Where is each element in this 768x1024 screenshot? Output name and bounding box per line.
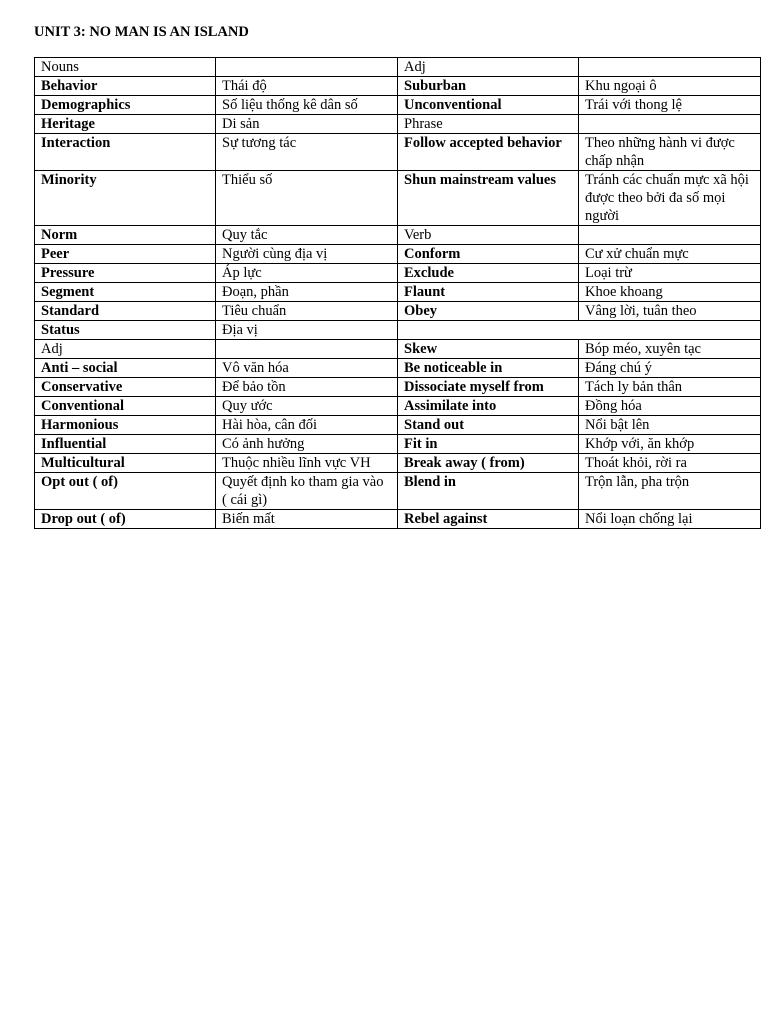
cell-english-term: Anti – social bbox=[35, 359, 216, 378]
cell-english-term: Minority bbox=[35, 171, 216, 226]
table-row bbox=[35, 171, 761, 226]
cell-english-term: Segment bbox=[35, 283, 216, 302]
cell-english-term: Standard bbox=[35, 302, 216, 321]
cell-vietnamese-meaning: Di sản bbox=[216, 115, 398, 134]
cell-vietnamese-meaning: Đoạn, phần bbox=[216, 283, 398, 302]
cell-vietnamese-meaning: Đồng hóa bbox=[579, 397, 761, 416]
cell-vietnamese-meaning: Để bảo tồn bbox=[216, 378, 398, 397]
cell-vietnamese-meaning: Bóp méo, xuyên tạc bbox=[579, 340, 761, 359]
cell-vietnamese-meaning: Trộn lẫn, pha trộn bbox=[579, 473, 761, 510]
cell-english-term: Suburban bbox=[398, 77, 579, 96]
cell-english-term: Status bbox=[35, 321, 216, 340]
vocabulary-table bbox=[34, 57, 761, 529]
table-row bbox=[35, 359, 761, 378]
cell-vietnamese-meaning bbox=[216, 58, 398, 77]
cell-vietnamese-meaning: Có ảnh hưởng bbox=[216, 435, 398, 454]
cell-vietnamese-meaning: Tiêu chuẩn bbox=[216, 302, 398, 321]
table-row bbox=[35, 340, 761, 359]
table-row bbox=[35, 245, 761, 264]
cell-vietnamese-meaning bbox=[579, 58, 761, 77]
cell-english-term: Stand out bbox=[398, 416, 579, 435]
table-row bbox=[35, 302, 761, 321]
cell-english-term: Conventional bbox=[35, 397, 216, 416]
cell-english-term: Behavior bbox=[35, 77, 216, 96]
cell-english-term: Unconventional bbox=[398, 96, 579, 115]
cell-english-term: Harmonious bbox=[35, 416, 216, 435]
cell-vietnamese-meaning: Vô văn hóa bbox=[216, 359, 398, 378]
cell-vietnamese-meaning: Áp lực bbox=[216, 264, 398, 283]
cell-vietnamese-meaning: Số liệu thống kê dân số bbox=[216, 96, 398, 115]
cell-english-term: Exclude bbox=[398, 264, 579, 283]
cell-vietnamese-meaning: Nổi bật lên bbox=[579, 416, 761, 435]
cell-english-term: Drop out ( of) bbox=[35, 510, 216, 529]
cell-vietnamese-meaning: Khớp với, ăn khớp bbox=[579, 435, 761, 454]
cell-english-term: Influential bbox=[35, 435, 216, 454]
table-row bbox=[35, 378, 761, 397]
cell-english-term: Shun mainstream values bbox=[398, 171, 579, 226]
cell-english-term: Obey bbox=[398, 302, 579, 321]
table-row bbox=[35, 510, 761, 529]
cell-english-term bbox=[398, 321, 761, 340]
table-row bbox=[35, 134, 761, 171]
table-row bbox=[35, 454, 761, 473]
cell-english-term: Adj bbox=[35, 340, 216, 359]
cell-english-term: Interaction bbox=[35, 134, 216, 171]
table-row bbox=[35, 397, 761, 416]
cell-vietnamese-meaning: Khu ngoại ô bbox=[579, 77, 761, 96]
cell-vietnamese-meaning bbox=[579, 115, 761, 134]
cell-english-term: Assimilate into bbox=[398, 397, 579, 416]
cell-english-term: Pressure bbox=[35, 264, 216, 283]
table-row bbox=[35, 416, 761, 435]
cell-english-term: Norm bbox=[35, 226, 216, 245]
cell-vietnamese-meaning: Cư xử chuẩn mực bbox=[579, 245, 761, 264]
cell-vietnamese-meaning bbox=[216, 340, 398, 359]
cell-vietnamese-meaning bbox=[579, 226, 761, 245]
cell-vietnamese-meaning: Loại trừ bbox=[579, 264, 761, 283]
cell-english-term: Rebel against bbox=[398, 510, 579, 529]
table-row bbox=[35, 321, 761, 340]
cell-english-term: Nouns bbox=[35, 58, 216, 77]
cell-vietnamese-meaning: Người cùng địa vị bbox=[216, 245, 398, 264]
cell-vietnamese-meaning: Biến mất bbox=[216, 510, 398, 529]
cell-english-term: Conform bbox=[398, 245, 579, 264]
cell-vietnamese-meaning: Quyết định ko tham gia vào ( cái gì) bbox=[216, 473, 398, 510]
table-row bbox=[35, 96, 761, 115]
cell-english-term: Peer bbox=[35, 245, 216, 264]
vocabulary-table-body bbox=[35, 58, 761, 529]
cell-vietnamese-meaning: Tránh các chuẩn mực xã hội được theo bởi đa số mọi người bbox=[579, 171, 761, 226]
table-row bbox=[35, 473, 761, 510]
cell-english-term: Adj bbox=[398, 58, 579, 77]
cell-english-term: Flaunt bbox=[398, 283, 579, 302]
table-row bbox=[35, 283, 761, 302]
cell-english-term: Be noticeable in bbox=[398, 359, 579, 378]
cell-vietnamese-meaning: Nổi loạn chống lại bbox=[579, 510, 761, 529]
cell-vietnamese-meaning: Sự tương tác bbox=[216, 134, 398, 171]
cell-vietnamese-meaning: Vâng lời, tuân theo bbox=[579, 302, 761, 321]
table-row bbox=[35, 264, 761, 283]
cell-vietnamese-meaning: Khoe khoang bbox=[579, 283, 761, 302]
cell-english-term: Phrase bbox=[398, 115, 579, 134]
cell-english-term: Break away ( from) bbox=[398, 454, 579, 473]
cell-vietnamese-meaning: Đáng chú ý bbox=[579, 359, 761, 378]
table-row bbox=[35, 58, 761, 77]
cell-vietnamese-meaning: Hài hòa, cân đối bbox=[216, 416, 398, 435]
table-row bbox=[35, 115, 761, 134]
cell-vietnamese-meaning: Địa vị bbox=[216, 321, 398, 340]
cell-english-term: Fit in bbox=[398, 435, 579, 454]
cell-english-term: Blend in bbox=[398, 473, 579, 510]
table-row bbox=[35, 77, 761, 96]
cell-vietnamese-meaning: Trái với thong lệ bbox=[579, 96, 761, 115]
page-title: UNIT 3: NO MAN IS AN ISLAND bbox=[34, 24, 249, 40]
cell-vietnamese-meaning: Thái độ bbox=[216, 77, 398, 96]
cell-vietnamese-meaning: Theo những hành vi được chấp nhận bbox=[579, 134, 761, 171]
cell-english-term: Heritage bbox=[35, 115, 216, 134]
cell-vietnamese-meaning: Tách ly bản thân bbox=[579, 378, 761, 397]
cell-vietnamese-meaning: Thoát khỏi, rời ra bbox=[579, 454, 761, 473]
cell-english-term: Skew bbox=[398, 340, 579, 359]
table-row bbox=[35, 226, 761, 245]
table-row bbox=[35, 435, 761, 454]
cell-english-term: Dissociate myself from bbox=[398, 378, 579, 397]
cell-vietnamese-meaning: Quy tắc bbox=[216, 226, 398, 245]
cell-english-term: Follow accepted behavior bbox=[398, 134, 579, 171]
cell-english-term: Conservative bbox=[35, 378, 216, 397]
cell-english-term: Verb bbox=[398, 226, 579, 245]
cell-english-term: Opt out ( of) bbox=[35, 473, 216, 510]
cell-vietnamese-meaning: Quy ước bbox=[216, 397, 398, 416]
cell-english-term: Demographics bbox=[35, 96, 216, 115]
cell-vietnamese-meaning: Thiểu số bbox=[216, 171, 398, 226]
cell-vietnamese-meaning: Thuộc nhiều lĩnh vực VH bbox=[216, 454, 398, 473]
cell-english-term: Multicultural bbox=[35, 454, 216, 473]
